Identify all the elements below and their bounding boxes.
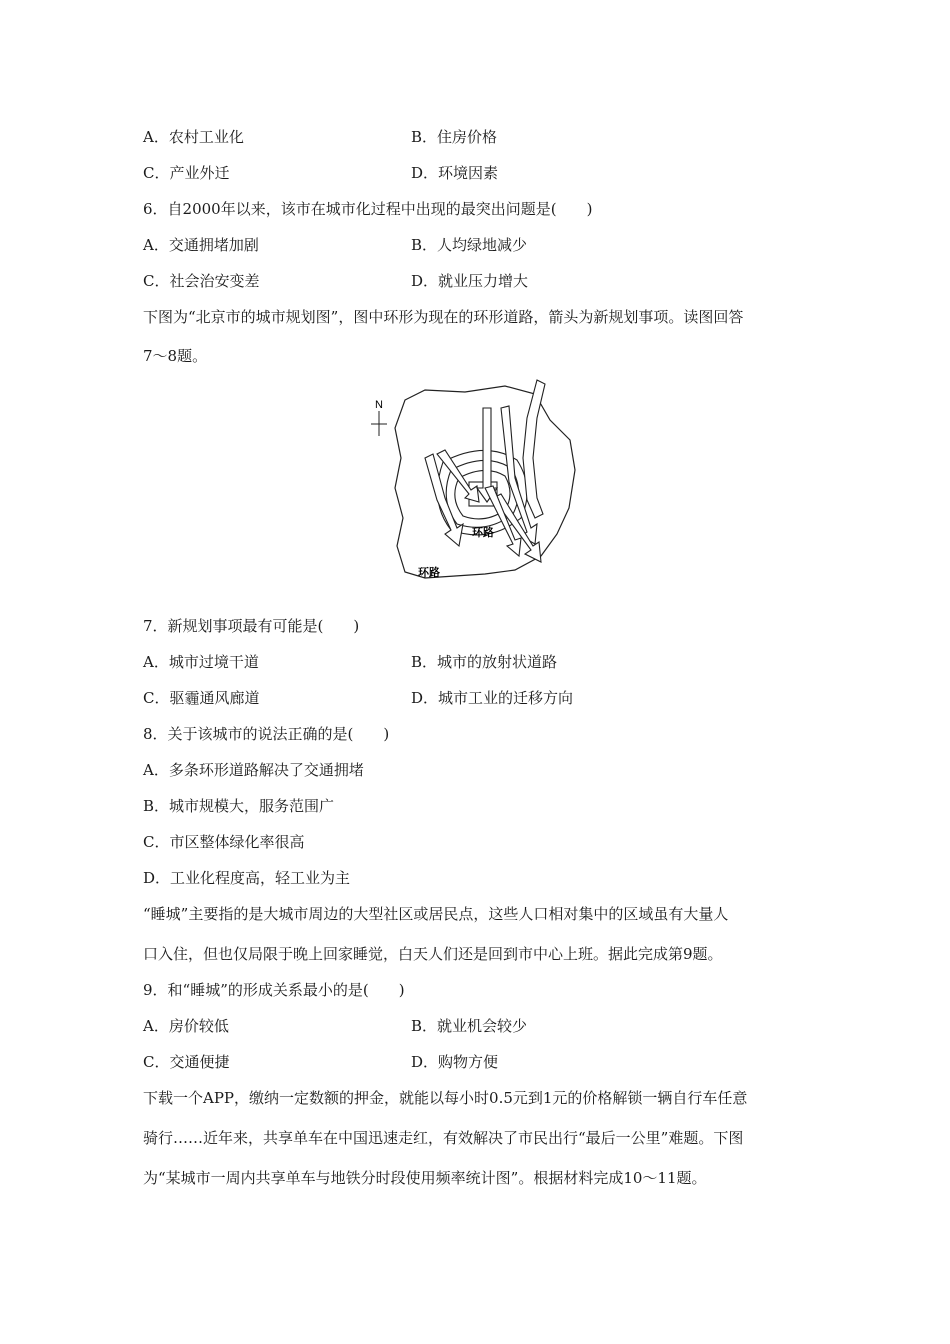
beijing-city-plan-map xyxy=(365,378,585,588)
q8-stem: 8．关于该城市的说法正确的是( ) xyxy=(143,725,390,743)
outer-ring-label: 环路 xyxy=(418,566,440,579)
q7-option-c: C．驱霾通风廊道 xyxy=(143,689,260,707)
q8-option-b: B．城市规模大，服务范围广 xyxy=(143,797,335,815)
q9-option-b: B．就业机会较少 xyxy=(411,1017,528,1035)
intro-9-line1: “睡城”主要指的是大城市周边的大型社区或居民点，这些人口相对集中的区域虽有大量人 xyxy=(143,905,729,923)
q9-option-a: A．房价较低 xyxy=(143,1017,229,1035)
q6-option-d: D．就业压力增大 xyxy=(411,272,529,290)
inner-ring-label: 环路 xyxy=(472,526,494,539)
q9-option-d: D．购物方便 xyxy=(411,1053,499,1071)
q6-option-a: A．交通拥堵加剧 xyxy=(143,236,259,254)
q8-option-c: C．市区整体绿化率很高 xyxy=(143,833,305,851)
intro-10-11-line1: 下载一个APP，缴纳一定数额的押金，就能以每小时0.5元到1元的价格解锁一辆自行车任意 xyxy=(143,1089,748,1107)
q6-option-b: B．人均绿地减少 xyxy=(411,236,528,254)
q6-stem: 6．自2000年以来，该市在城市化过程中出现的最突出问题是( ) xyxy=(143,200,593,218)
north-label: N xyxy=(375,399,383,411)
arrow-east-north-south xyxy=(523,380,545,518)
q6-option-c: C．社会治安变差 xyxy=(143,272,260,290)
q7-option-a: A．城市过境干道 xyxy=(143,653,259,671)
intro-10-11-line2: 骑行……近年来，共享单车在中国迅速走红，有效解决了市民出行“最后一公里”难题。下图 xyxy=(143,1129,744,1147)
q5-option-b: B．住房价格 xyxy=(411,128,498,146)
q7-option-b: B．城市的放射状道路 xyxy=(411,653,558,671)
q5-option-c: C．产业外迁 xyxy=(143,164,230,182)
q5-option-a: A．农村工业化 xyxy=(143,128,244,146)
intro-7-8-line2: 7～8题。 xyxy=(143,347,208,365)
intro-9-line2: 口入住，但也仅局限于晚上回家睡觉，白天人们还是回到市中心上班。据此完成第9题。 xyxy=(143,945,723,963)
intro-7-8-line1: 下图为“北京市的城市规划图”，图中环形为现在的环形道路，箭头为新规划事项。读图回答 xyxy=(143,308,744,326)
arrow-west-southwest xyxy=(425,454,463,546)
q8-option-a: A．多条环形道路解决了交通拥堵 xyxy=(143,761,364,779)
q7-stem: 7．新规划事项最有可能是( ) xyxy=(143,617,360,635)
q8-option-d: D．工业化程度高，轻工业为主 xyxy=(143,869,351,887)
intro-10-11-line3: 为“某城市一周内共享单车与地铁分时段使用频率统计图”。根据材料完成10～11题。 xyxy=(143,1169,707,1187)
q9-stem: 9．和“睡城”的形成关系最小的是( ) xyxy=(143,981,405,999)
q5-option-d: D．环境因素 xyxy=(411,164,499,182)
q7-option-d: D．城市工业的迁移方向 xyxy=(411,689,574,707)
q9-option-c: C．交通便捷 xyxy=(143,1053,230,1071)
